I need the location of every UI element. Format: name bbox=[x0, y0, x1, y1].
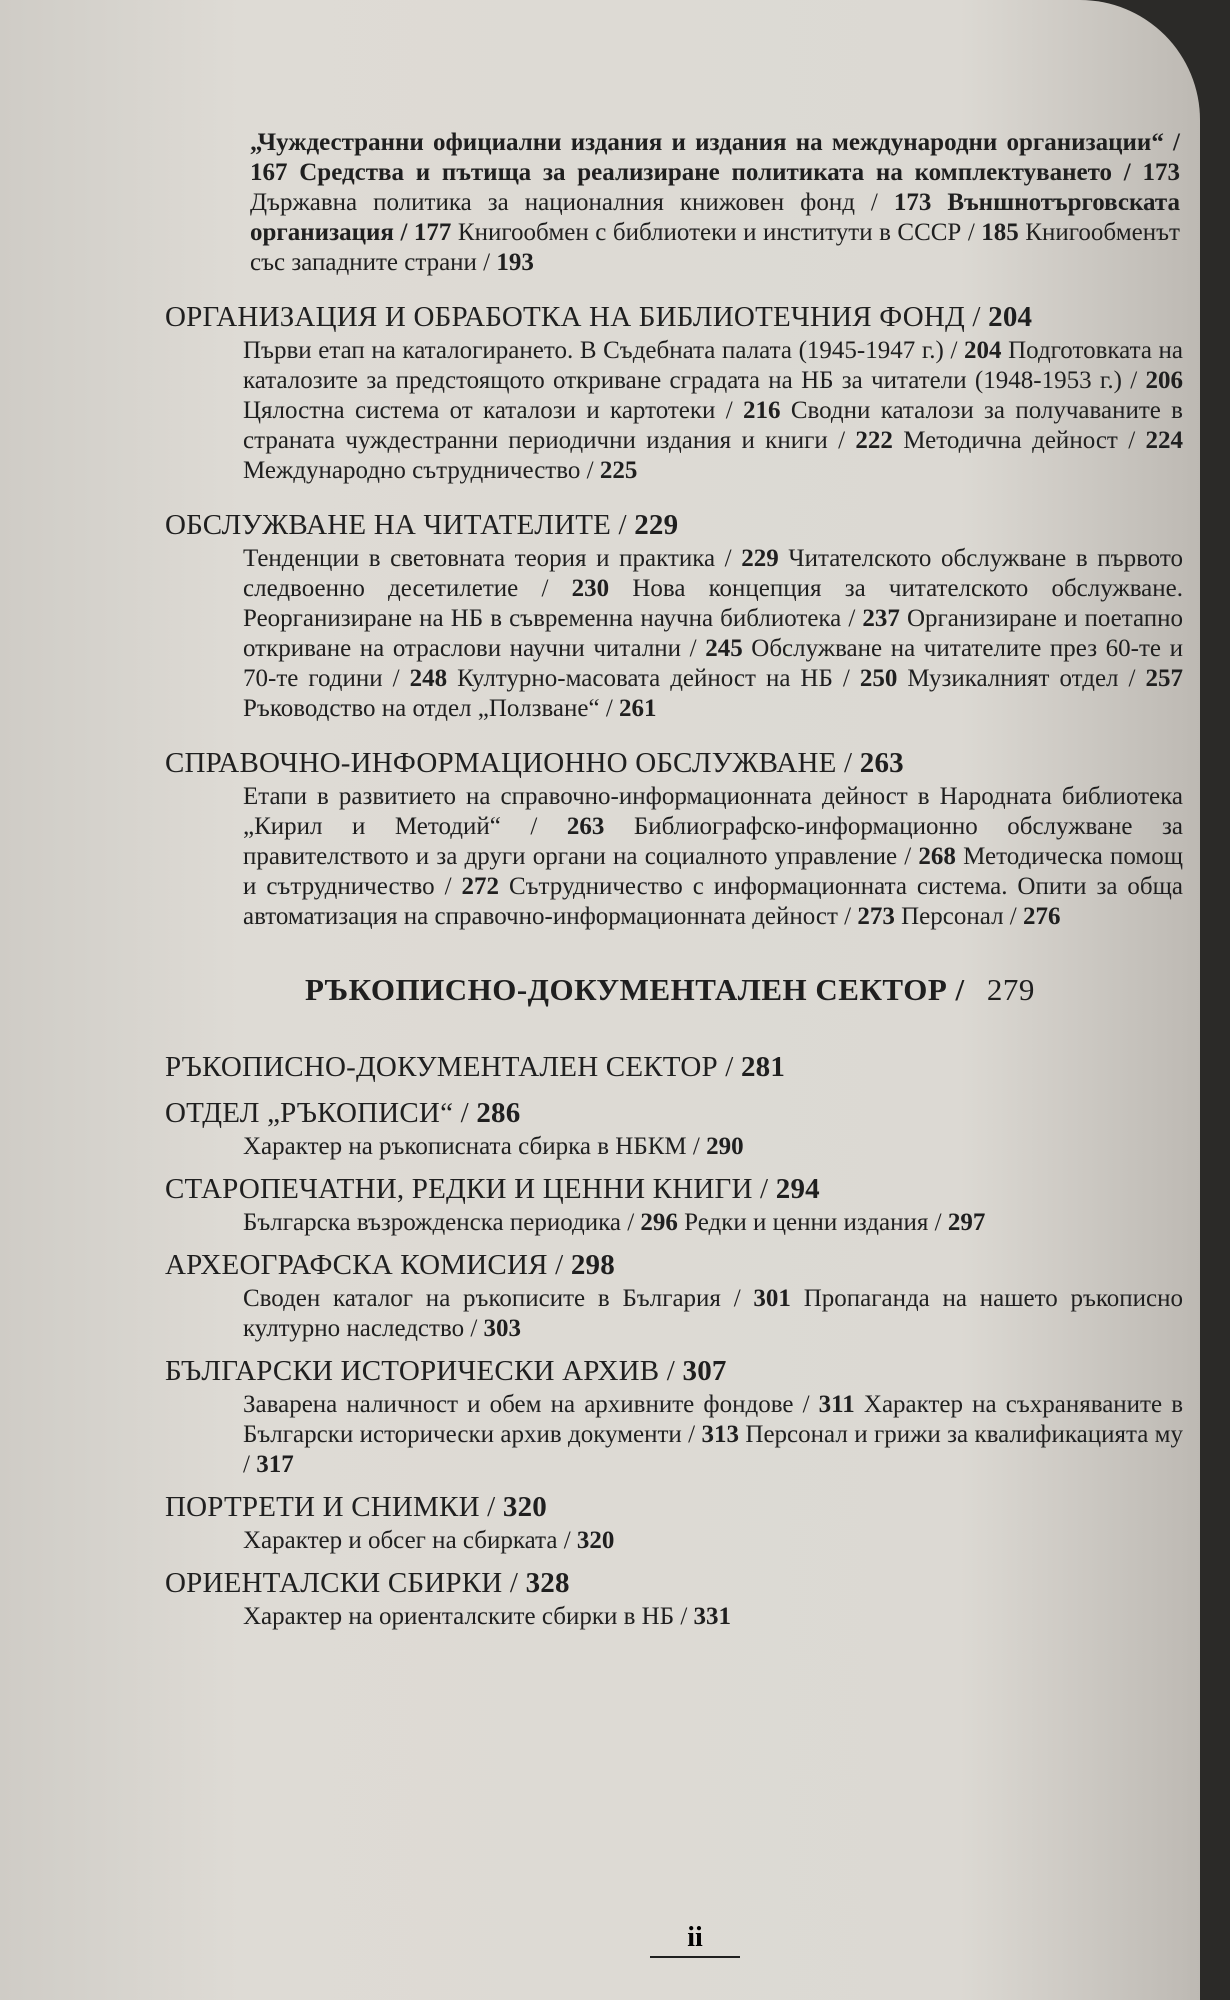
toc-entry-text: Ръководство на отдел „Ползване“ / bbox=[243, 695, 620, 722]
page-ref: 317 bbox=[256, 1451, 294, 1478]
page-ref: 297 bbox=[947, 1209, 986, 1236]
section-page: 298 bbox=[570, 1249, 615, 1281]
toc-section bbox=[165, 506, 1185, 724]
page-ref: 224 bbox=[1145, 427, 1183, 454]
toc-entry-text: Редки и ценни издания / bbox=[677, 1209, 948, 1236]
section-heading bbox=[165, 298, 1185, 336]
section-heading bbox=[165, 1048, 1185, 1086]
page-ref: 290 bbox=[706, 1133, 744, 1160]
toc-entry-text: Обслужване на читателите през 60-те и 70-те години / bbox=[243, 635, 1183, 692]
toc-entry-text: Читателското обслужване в първото следвоенно десетилетие / bbox=[243, 545, 1183, 602]
toc-entry-text: Етапи в развитието на справочно-информационната дейност в Народната библиотека „Кирил и Методий“ / bbox=[243, 783, 1183, 840]
toc-entry-text: „Чуждестранни официални издания и издания на международни организации“ / bbox=[250, 129, 1180, 156]
separator: / bbox=[453, 1097, 477, 1129]
toc-entry-text: Българска възрожденска периодика / bbox=[243, 1209, 641, 1236]
toc-entry-text: Сътрудничество с информационната система. Опити за обща автоматизация на справочно-информационната дейност / bbox=[243, 873, 1183, 930]
page-ref: 261 bbox=[619, 695, 657, 722]
page-ref: 268 bbox=[918, 843, 956, 870]
page-ref: 204 bbox=[964, 337, 1002, 364]
page-ref: 296 bbox=[640, 1209, 678, 1236]
toc-entry-text: Методическа помощ и сътрудничество / bbox=[243, 843, 1183, 900]
separator: / bbox=[547, 1249, 571, 1281]
section-subentries bbox=[243, 1284, 1183, 1344]
section-heading bbox=[165, 1488, 1185, 1526]
page-ref: 216 bbox=[743, 397, 781, 424]
section-title: ОБСЛУЖВАНЕ НА ЧИТАТЕЛИТЕ bbox=[165, 509, 612, 541]
section-page: 229 bbox=[634, 509, 679, 541]
section-title: ОРГАНИЗАЦИЯ И ОБРАБОТКА НА БИБЛИОТЕЧНИЯ ФОНД bbox=[165, 301, 965, 333]
toc-entry-text: Характер на съхраняваните в Български исторически архив документи / bbox=[243, 1391, 1184, 1448]
page-ref: 263 bbox=[566, 813, 605, 840]
separator: / bbox=[955, 972, 973, 1007]
section-page: 263 bbox=[859, 747, 904, 779]
section-page: 294 bbox=[775, 1173, 820, 1205]
toc-entry-text: Външнотърговската организация / bbox=[250, 189, 1180, 246]
page-ref: 237 bbox=[862, 605, 900, 632]
page-ref: 303 bbox=[483, 1315, 522, 1342]
section-title: СПРАВОЧНО-ИНФОРМАЦИОННО ОБСЛУЖВАНЕ bbox=[165, 747, 837, 779]
page-ref: 173 bbox=[1142, 159, 1180, 186]
page-ref: 276 bbox=[1023, 903, 1061, 930]
page-ref: 230 bbox=[571, 575, 610, 602]
page-ref: 311 bbox=[818, 1391, 855, 1418]
page-ref: 177 bbox=[413, 219, 452, 246]
page-ref: 229 bbox=[741, 545, 779, 572]
section-subentries bbox=[243, 336, 1183, 486]
section-heading bbox=[165, 1564, 1185, 1602]
separator: / bbox=[479, 1491, 503, 1523]
section-subentries bbox=[243, 1132, 1183, 1162]
page-number: ii bbox=[650, 1922, 740, 1958]
separator: / bbox=[752, 1173, 776, 1205]
section-title: РЪКОПИСНО-ДОКУМЕНТАЛЕН СЕКТОР bbox=[165, 1051, 718, 1083]
section-heading bbox=[165, 744, 1185, 782]
page-ref: 225 bbox=[599, 457, 638, 484]
separator: / bbox=[611, 509, 635, 541]
separator: / bbox=[502, 1567, 526, 1599]
section-heading bbox=[165, 1094, 1185, 1132]
toc-entry-text: Музикалният отдел / bbox=[897, 665, 1146, 692]
section-page: 320 bbox=[502, 1491, 548, 1523]
toc-entry-text: Международно сътрудничество / bbox=[243, 457, 600, 484]
section-title: ПОРТРЕТИ И СНИМКИ bbox=[165, 1491, 480, 1523]
toc-entry-text: Методична дейност / bbox=[892, 427, 1146, 454]
separator: / bbox=[836, 747, 860, 779]
page-ref: 245 bbox=[705, 635, 743, 662]
toc-entry-text: Библиографско-информационно обслужване за правителството и за други органи на социалното управление / bbox=[243, 813, 1183, 870]
section-page: 286 bbox=[476, 1097, 521, 1129]
section-subentries bbox=[243, 782, 1183, 932]
toc-section bbox=[165, 744, 1185, 932]
section-page: 307 bbox=[682, 1355, 727, 1387]
page-ref: 173 bbox=[893, 189, 932, 216]
separator: / bbox=[717, 1051, 741, 1083]
page-ref: 257 bbox=[1145, 665, 1183, 692]
toc-entry-text: Нова концепция за читателското обслужване. Реорганизиране на НБ в съвременна научна библиотека / bbox=[243, 575, 1183, 632]
toc-section bbox=[165, 1094, 1185, 1162]
toc-entry-text: Персонал / bbox=[894, 903, 1023, 930]
toc-entry-text: Средства и пътища за реализиране политиката на комплектуването / bbox=[287, 159, 1143, 186]
section-page: 328 bbox=[525, 1567, 570, 1599]
toc-entry-text: Заварена наличност и обем на архивните фондове / bbox=[243, 1391, 819, 1418]
section-subentries bbox=[243, 1390, 1183, 1480]
toc-entry-text: Книгообменът със западните страни / bbox=[250, 219, 1180, 276]
page-ref: 185 bbox=[981, 219, 1019, 246]
page-ref: 206 bbox=[1145, 367, 1183, 394]
toc-section bbox=[165, 298, 1185, 486]
page-ref: 272 bbox=[461, 873, 499, 900]
page-ref: 248 bbox=[409, 665, 448, 692]
section-title: СТАРОПЕЧАТНИ, РЕДКИ И ЦЕННИ КНИГИ bbox=[165, 1173, 753, 1205]
toc-entry-text: Тенденции в световната теория и практика / bbox=[243, 545, 742, 572]
separator: / bbox=[659, 1355, 683, 1387]
section-title: ОРИЕНТАЛСКИ СБИРКИ bbox=[165, 1567, 503, 1599]
toc-sections-part1 bbox=[165, 298, 1185, 932]
toc-entry-text: Сводни каталози за получаваните в страната чуждестранни периодични издания и книги / bbox=[243, 397, 1183, 454]
toc-section bbox=[165, 1564, 1185, 1632]
page-ref: 313 bbox=[701, 1421, 740, 1448]
toc-entry-text: Сводeн каталог на ръкописите в България / bbox=[243, 1285, 754, 1312]
toc-entry-text: Персонал и грижи за квалификацията му / bbox=[243, 1421, 1183, 1478]
toc-entry-text: Организиране и поетапно откриване на отраслови научни читални / bbox=[243, 605, 1183, 662]
page-ref: 222 bbox=[855, 427, 893, 454]
toc-entry-text: Книгообмен с библиотеки и институти в СССР / bbox=[451, 219, 982, 246]
section-heading bbox=[165, 1170, 1185, 1208]
toc-section bbox=[165, 1352, 1185, 1480]
toc-section bbox=[165, 1246, 1185, 1344]
section-page: 281 bbox=[740, 1051, 786, 1083]
toc-entry-text: Характер и обсег на сбирката / bbox=[243, 1527, 577, 1554]
section-heading bbox=[165, 1246, 1185, 1284]
sector-title: РЪКОПИСНО-ДОКУМЕНТАЛЕН СЕКТОР bbox=[305, 972, 948, 1007]
toc-entry-text: Характер на ориенталските сбирки в НБ / bbox=[243, 1603, 694, 1630]
toc-entry-text: Държавна политика за националния книжовен фонд / bbox=[250, 189, 894, 216]
toc-entry-text: Пропаганда на нашето ръкописно културно наследство / bbox=[243, 1285, 1183, 1342]
section-heading bbox=[165, 506, 1185, 544]
toc-entry-text: Характер на ръкописната сбирка в НБКМ / bbox=[243, 1133, 707, 1160]
toc-entry-text: Културно-масовата дейност на НБ / bbox=[447, 665, 860, 692]
toc-section bbox=[165, 1488, 1185, 1556]
toc-sections-part2 bbox=[165, 1048, 1185, 1632]
page-ref: 301 bbox=[753, 1285, 791, 1312]
page-ref: 167 bbox=[250, 159, 288, 186]
section-title: БЪЛГАРСКИ ИСТОРИЧЕСКИ АРХИВ bbox=[165, 1355, 660, 1387]
section-heading bbox=[165, 1352, 1185, 1390]
page-ref: 193 bbox=[496, 249, 534, 276]
section-title: ОТДЕЛ „РЪКОПИСИ“ bbox=[165, 1097, 454, 1129]
sector-page: 279 bbox=[986, 972, 1035, 1007]
toc-entry-text: Подготовката на каталозите за предстоящото откриване сградата на НБ за читатели (1948-1953 г.) / bbox=[243, 337, 1184, 394]
page-ref: 273 bbox=[857, 903, 895, 930]
toc-entry-text: Първи етап на каталогирането. В Съдебната палата (1945-1947 г.) / bbox=[243, 337, 965, 364]
sector-heading bbox=[305, 972, 1185, 1008]
section-title: АРХЕОГРАФСКА КОМИСИЯ bbox=[165, 1249, 548, 1281]
separator: / bbox=[964, 301, 989, 333]
toc-entry-text: Цялостна система от каталози и картотеки / bbox=[243, 397, 743, 424]
toc-intro-text bbox=[250, 128, 1180, 278]
section-subentries bbox=[243, 1208, 1183, 1238]
toc-intro-block bbox=[165, 128, 1185, 278]
section-subentries bbox=[243, 544, 1183, 724]
section-page: 204 bbox=[988, 301, 1033, 333]
toc-section bbox=[165, 1048, 1185, 1086]
page-ref: 250 bbox=[859, 665, 898, 692]
section-subentries bbox=[243, 1602, 1183, 1632]
page-ref: 331 bbox=[693, 1603, 732, 1630]
table-of-contents bbox=[165, 128, 1185, 1640]
page-ref: 320 bbox=[576, 1527, 615, 1554]
section-subentries bbox=[243, 1526, 1183, 1556]
toc-section bbox=[165, 1170, 1185, 1238]
